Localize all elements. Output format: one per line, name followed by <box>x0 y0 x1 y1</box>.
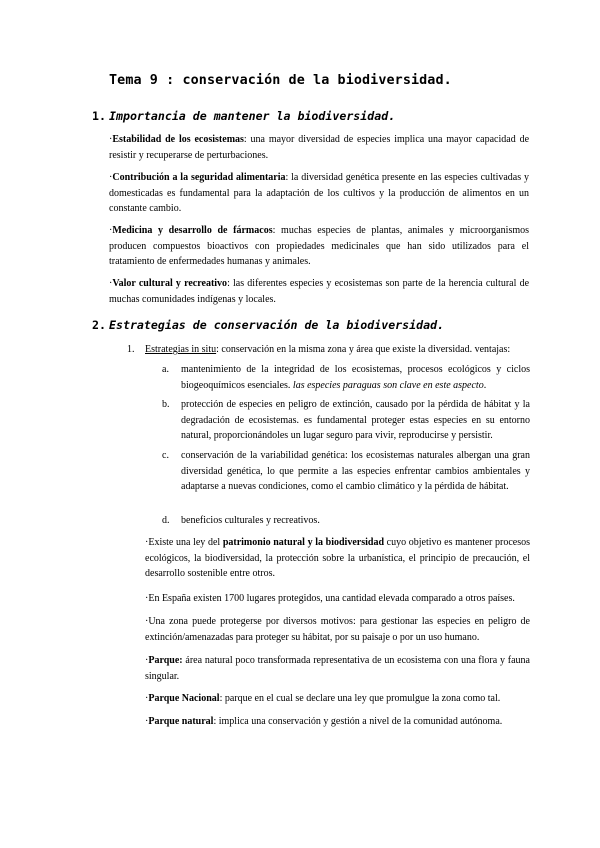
term-parque: Parque: <box>148 655 183 666</box>
term-valor-cultural: Valor cultural y recreativo <box>112 278 228 289</box>
bullet: · <box>145 716 149 727</box>
text-medicina: : muchas especies de plantas, animales y microorganismos producen compuestos bioactivos con propiedades medicinales que han sido utilizados para el tratamiento de enfermedades humanas y animales. <box>109 225 530 267</box>
bullet: · <box>109 225 113 236</box>
subitem-label-a: a. <box>162 364 169 375</box>
term-medicina: Medicina y desarrollo de fármacos <box>112 225 273 236</box>
term-parque-nacional: Parque Nacional <box>148 693 220 704</box>
subitem-label-c: c. <box>162 450 169 461</box>
subitem-a <box>181 362 530 393</box>
text-parque: área natural poco transformada representativa de un ecosistema con una flora y fauna singular. <box>145 655 530 682</box>
section1-heading-text: Importancia de mantener la biodiversidad. <box>109 109 396 123</box>
paragraph-parque-natural <box>145 714 530 730</box>
section2-heading-text: Estrategias de conservación de la biodiversidad. <box>109 318 445 332</box>
page-title: Tema 9 : conservación de la biodiversidad. <box>109 73 452 88</box>
text-in-situ: : conservación en la misma zona y área que existe la diversidad. ventajas: <box>216 344 511 355</box>
subitem-c: conservación de la variabilidad genética: los ecosistemas naturales albergan una gran diversidad genética, lo que permite a las especies enfrentar cambios ambientales y adaptarse a nuevas condiciones, como el cambio climático y la pérdida de hábitat. <box>181 450 530 492</box>
paragraph-parque <box>145 653 530 684</box>
bullet: · <box>109 134 113 145</box>
bullet: · <box>145 693 149 704</box>
term-in-situ: Estrategias in situ <box>145 344 217 355</box>
ley-term: patrimonio natural y la biodiversidad <box>222 537 384 548</box>
term-estabilidad: Estabilidad de los ecosistemas <box>112 134 244 145</box>
paragraph-motivos: ·Una zona puede protegerse por diversos motivos: para gestionar las especies en peligro de extinción/amenazadas para proteger su hábitat, por su paisaje o por un uso humano. <box>145 616 530 643</box>
text-seguridad: : la diversidad genética presente en las especies cultivadas y domesticadas es fundamental para la adaptación de los cultivos y la producción de alimentos en un constante cambio. <box>109 172 529 214</box>
subitem-label-d: d. <box>162 515 170 526</box>
text-parque-nacional: : parque en el cual se declare una ley que promulgue la zona como tal. <box>219 693 501 704</box>
text-valor-cultural: : las diferentes especies y ecosistemas son parte de la herencia cultural de muchas comunidades indígenas y locales. <box>109 278 530 305</box>
list-number: 1. <box>127 344 135 355</box>
paragraph-parque-nacional <box>145 691 530 707</box>
paragraph-valor-cultural <box>109 276 529 307</box>
ley-pre: ·Existe una ley del <box>145 537 223 548</box>
paragraph-ley <box>145 535 530 582</box>
text-estabilidad: : una mayor diversidad de especies implica una mayor capacidad de resistir y recuperarse de perturbaciones. <box>109 134 530 161</box>
subitem-d: beneficios culturales y recreativos. <box>181 515 320 526</box>
section1-number: 1. <box>92 109 106 123</box>
subitem-a-text: mantenimiento de la integridad de los ecosistemas, procesos ecológicos y ciclos biogeoquímicos esenciales. <box>181 364 530 391</box>
subitem-a-italic: las especies paraguas son clave en este aspecto <box>292 379 484 391</box>
subitem-a-end: . <box>483 379 487 391</box>
paragraph-seguridad-alimentaria <box>109 170 529 217</box>
bullet: · <box>109 172 113 183</box>
term-seguridad: Contribución a la seguridad alimentaria <box>112 172 286 183</box>
ley-post: cuyo objetivo es mantener procesos ecológicos, la biodiversidad, la protección sobre la urbanística, el principio de precaución, el desarrollo sostenible entre otros. <box>145 537 530 579</box>
paragraph-medicina <box>109 223 529 270</box>
text-parque-natural: : implica una conservación y gestión a nivel de la comunidad autónoma. <box>213 716 503 727</box>
section2-heading <box>92 318 444 332</box>
bullet: · <box>145 655 149 666</box>
section1-heading <box>92 109 395 123</box>
paragraph-espana: ·En España existen 1700 lugares protegidos, una cantidad elevada comparado a otros países. <box>145 593 515 604</box>
subitem-label-b: b. <box>162 399 170 410</box>
bullet: · <box>109 278 113 289</box>
subitem-b: protección de especies en peligro de extinción, causado por la pérdida de hábitat y la degradación de ecosistemas. es fundamental proteger estas especies en su entorno natural, proporcionándoles un lugar seguro para vivir, reproducirse y persistir. <box>181 399 530 441</box>
term-parque-natural: Parque natural <box>148 716 214 727</box>
paragraph-in-situ <box>145 342 535 358</box>
section2-number: 2. <box>92 318 106 332</box>
paragraph-estabilidad <box>109 132 529 163</box>
